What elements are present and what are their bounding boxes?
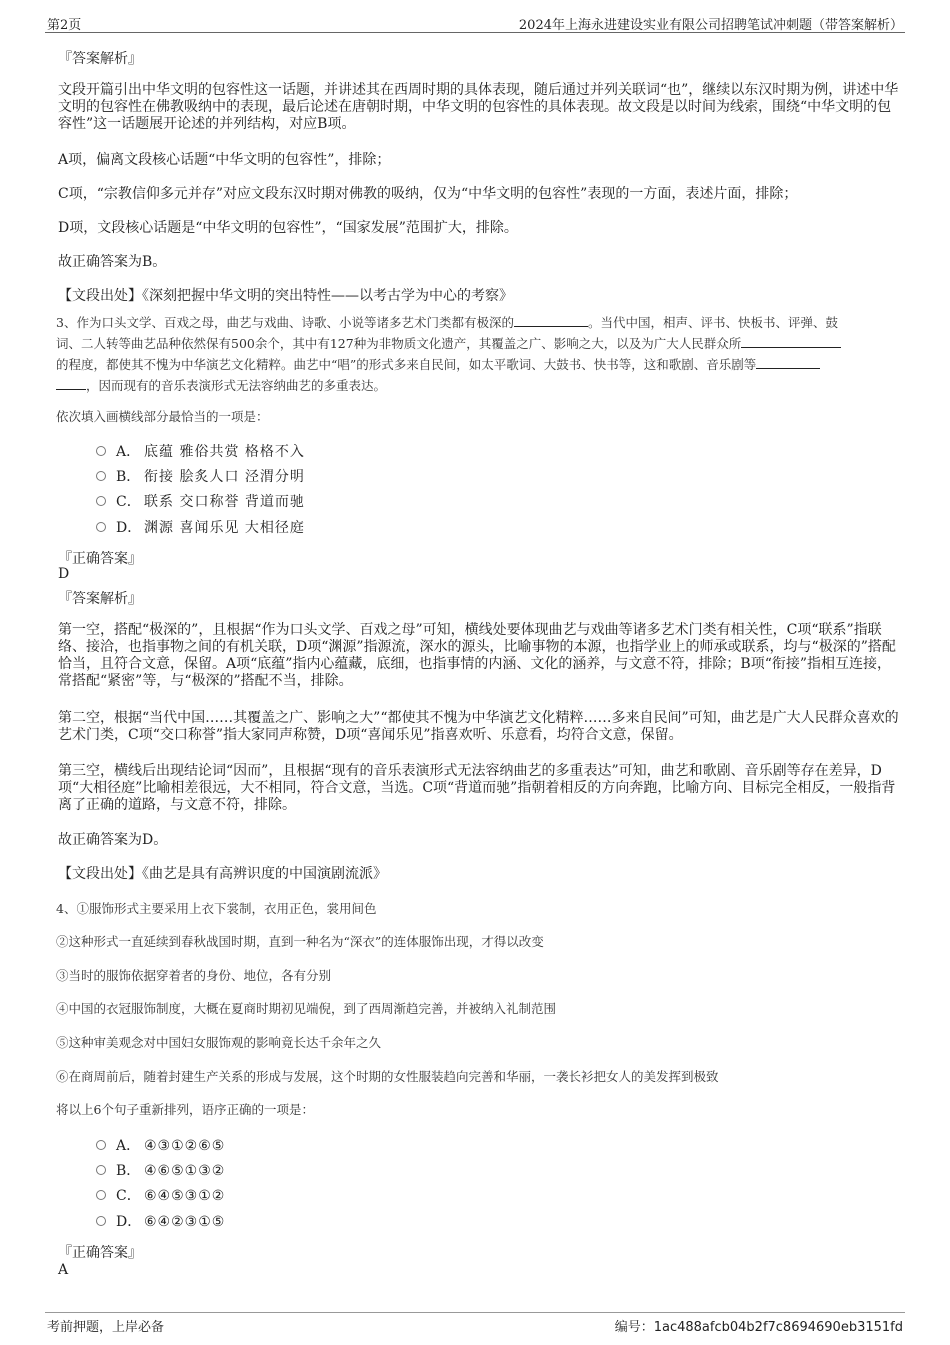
q2-analysis-paragraph: 文段开篇引出中华文明的包容性这一话题，并讲述其在西周时期的具体表现，随后通过并列关联词“也”，继续以东汉时期为例，讲述中华文明的包容性在佛教吸纳中的表现，最后论述在唐朝时期，中华文明的包容性的具体表现。故文段是以时间为线索，围绕“中华文明的包容性”这一话题展开论述的并列结构，对应B项。: [58, 82, 899, 132]
fill-blank-1: [514, 314, 588, 327]
q4-sentence-4: ④中国的衣冠服饰制度，大概在夏商时期初见端倪，到了西周渐趋完善，并被纳入礼制范围: [56, 1001, 557, 1016]
radio-icon[interactable]: [96, 496, 106, 506]
q4-option-b[interactable]: B． ④⑥⑤①③②: [96, 1161, 225, 1181]
q2-analysis-option-c: C项，“宗教信仰多元并存”对应文段东汉时期对佛教的吸纳，仅为“中华文明的包容性”表现的一方面，表述片面，排除；: [58, 186, 798, 202]
q3-correct-label: 『正确答案』: [58, 551, 142, 567]
q3-stem-part: ，因而现有的音乐表演形式无法容纳曲艺的多重表达。: [86, 378, 387, 393]
radio-icon[interactable]: [96, 471, 106, 481]
radio-icon[interactable]: [96, 1165, 106, 1175]
q4-sentence-2: ②这种形式一直延续到春秋战国时期，直到一种名为“深衣”的连体服饰出现，才得以改变: [56, 934, 544, 949]
q2-analysis-option-a: A项，偏离文段核心话题“中华文明的包容性”，排除；: [58, 152, 391, 168]
q4-sentence-3: ③当时的服饰依据穿着者的身份、地位，各有分别: [56, 968, 332, 983]
q4-sentence-6: ⑥在商周前后，随着封建生产关系的形成与发展，这个时期的女性服装趋向完善和华丽，一袭长衫把女人的美发挥到极致: [56, 1069, 719, 1084]
q4-option-c[interactable]: C． ⑥④⑤③①②: [96, 1186, 225, 1206]
source-tag: 【文段出处】: [58, 288, 142, 304]
radio-icon[interactable]: [96, 1190, 106, 1200]
source-title: 《曲艺是具有高辨识度的中国演剧流派》: [142, 866, 387, 882]
q2-analysis-label: 『答案解析』: [58, 51, 142, 67]
footer-slogan: 考前押题，上岸必备: [47, 1320, 165, 1335]
page-number: 第2页: [47, 18, 82, 33]
q3-option-b[interactable]: B． 衔接 脍炙人口 泾渭分明: [96, 467, 305, 487]
q3-conclusion: 故正确答案为D。: [58, 832, 168, 848]
radio-icon[interactable]: [96, 1216, 106, 1226]
q3-stem: [56, 312, 902, 396]
q3-source: [58, 866, 900, 883]
document-code: 编号：1ac488afcb04b2f7c8694690eb3151fd: [614, 1320, 903, 1335]
q3-stem-part: 的程度，都使其不愧为中华演艺文化精粹。曲艺中“唱”的形式多来自民间，如太平歌词、大鼓书、快书等，这和歌剧、音乐剧等: [56, 357, 757, 372]
fill-blank-3-cont: [56, 377, 86, 390]
q3-option-d[interactable]: D． 渊源 喜闻乐见 大相径庭: [96, 518, 305, 538]
q3-option-c[interactable]: C． 联系 交口称誉 背道而驰: [96, 492, 305, 512]
source-tag: 【文段出处】: [58, 866, 142, 882]
q3-stem-part: 。当代中国，相声、评书、快板书、评弹、鼓: [587, 315, 838, 330]
source-title: 《深刻把握中华文明的突出特性——以考古学为中心的考察》: [142, 288, 513, 304]
document-title: 2024年上海永进建设实业有限公司招聘笔试冲刺题（带答案解析）: [518, 18, 903, 33]
q3-analysis-p1: 第一空，搭配“极深的”，且根据“作为口头文学、百戏之母”可知，横线处要体现曲艺与戏曲等诸多艺术门类有相关性，C项“联系”指联络、接洽，也指事物之间的有机关联，D项“渊源”指源流，深水的源头，比喻事物的本源，也指学业上的师承或联系，均与“极深的”搭配恰当，且符合文意，保留。A项“底蕴”指内心蕴藏，底细，也指事情的内涵、文化的涵养，与文意不符，排除；B项“衔接”指相互连接，常搭配“紧密”等，与“极深的”搭配不当，排除。: [58, 622, 896, 689]
q3-stem-part: 词、二人转等曲艺品种依然保有500余个，其中有127种为非物质文化遗产，其覆盖之广、影响之大，以及为广大人民群众所: [56, 336, 742, 351]
fill-blank-2: [741, 335, 841, 348]
q4-sentence-1: 4、①服饰形式主要采用上衣下裳制，衣用正色，裳用间色: [56, 901, 377, 916]
q2-analysis-option-d: D项，文段核心话题是“中华文明的包容性”，“国家发展”范围扩大，排除。: [58, 220, 518, 236]
q3-analysis-p3: 第三空，横线后出现结论词“因而”，且根据“现有的音乐表演形式无法容纳曲艺的多重表达”可知，曲艺和歌剧、音乐剧等存在差异，D项“大相径庭”比喻相差很远，大不相同，符合文意，当选。C项“背道而驰”指朝着相反的方向奔跑，比喻方向、目标完全相反，一般指背离了正确的道路，与文意不符，排除。: [58, 763, 896, 813]
q3-answer: D: [58, 566, 70, 582]
page-footer: [45, 1312, 905, 1335]
q4-option-d[interactable]: D． ⑥④②③①⑤: [96, 1212, 225, 1232]
q4-option-a[interactable]: A． ④③①②⑥⑤: [96, 1136, 225, 1156]
q4-correct-label: 『正确答案』: [58, 1245, 142, 1261]
page-header: [45, 12, 905, 33]
q3-analysis-label: 『答案解析』: [58, 591, 142, 607]
radio-icon[interactable]: [96, 522, 106, 532]
fill-blank-3: [756, 356, 820, 369]
q2-conclusion: 故正确答案为B。: [58, 254, 167, 270]
q3-analysis-p2: 第二空，根据“当代中国……其覆盖之广、影响之大”“都使其不愧为中华演艺文化精粹……多来自民间”可知，曲艺是广大人民群众喜欢的艺术门类，C项“交口称誉”指大家同声称赞，D项“喜闻乐见”指喜欢听、乐意看，均符合文意，保留。: [58, 710, 899, 743]
q4-answer: A: [58, 1262, 69, 1278]
q3-option-a[interactable]: A． 底蕴 雅俗共赏 格格不入: [96, 442, 305, 462]
q2-source: [58, 288, 900, 305]
q4-sentence-5: ⑤这种审美观念对中国妇女服饰观的影响竟长达千余年之久: [56, 1035, 382, 1050]
radio-icon[interactable]: [96, 1140, 106, 1150]
q3-stem-part: 3、作为口头文学、百戏之母，曲艺与戏曲、诗歌、小说等诸多艺术门类都有极深的: [56, 315, 514, 330]
radio-icon[interactable]: [96, 446, 106, 456]
q4-instruction: 将以上6个句子重新排列，语序正确的一项是：: [56, 1102, 314, 1117]
q3-instruction: 依次填入画横线部分最恰当的一项是：: [56, 409, 269, 424]
